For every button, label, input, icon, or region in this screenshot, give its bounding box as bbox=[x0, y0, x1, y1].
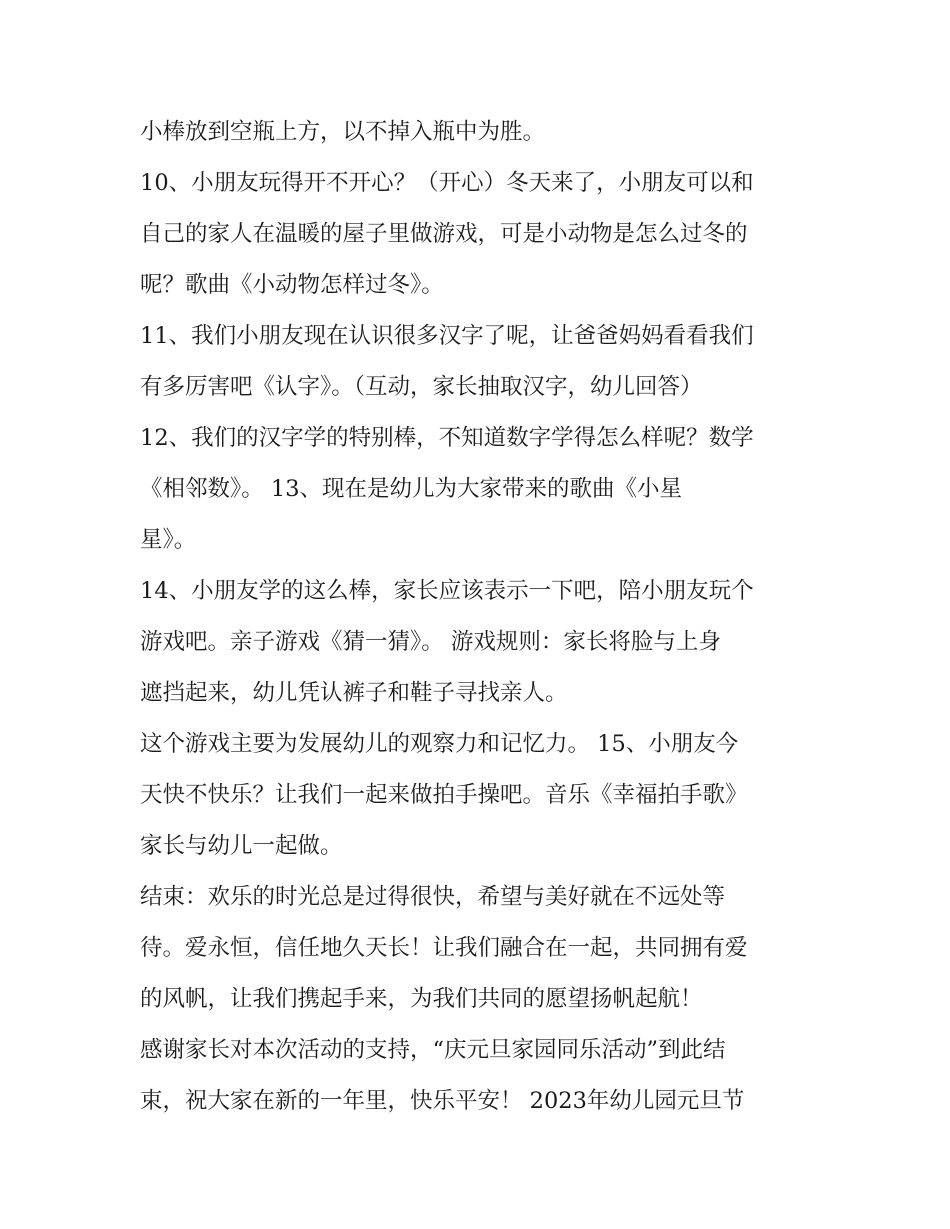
text-line: 遮挡起来，幼儿凭认裤子和鞋子寻找亲人。 bbox=[140, 680, 568, 706]
text-line: 感谢家长对本次活动的支持，“庆元旦家园同乐活动”到此结 bbox=[140, 1037, 726, 1063]
text-line: 《相邻数》。 13、现在是幼儿为大家带来的歌曲《小星 bbox=[140, 476, 683, 502]
text-line: 结束：欢乐的时光总是过得很快，希望与美好就在不远处等 bbox=[140, 884, 726, 910]
text-line: 家长与幼儿一起做。 bbox=[140, 833, 343, 859]
text-line: 这个游戏主要为发展幼儿的观察力和记忆力。 15、小朋友今 bbox=[140, 731, 739, 757]
text-line: 呢？歌曲《小动物怎样过冬》。 bbox=[140, 272, 444, 298]
text-line: 天快不快乐？让我们一起来做拍手操吧。音乐《幸福拍手歌》 bbox=[140, 782, 748, 808]
text-line: 星》。 bbox=[140, 527, 197, 553]
body-text bbox=[140, 107, 830, 1127]
text-line: 束，祝大家在新的一年里，快乐平安！ 2023年幼儿园元旦节 bbox=[140, 1088, 745, 1114]
text-line: 11、我们小朋友现在认识很多汉字了呢，让爸爸妈妈看看我们 bbox=[140, 323, 754, 349]
text-line: 游戏吧。亲子游戏《猜一猜》。 游戏规则：家长将脸与上身 bbox=[140, 629, 721, 655]
text-line: 有多厉害吧《认字》。（互动，家长抽取汉字，幼儿回答） bbox=[140, 374, 703, 400]
text-line: 14、小朋友学的这么棒，家长应该表示一下吧，陪小朋友玩个 bbox=[140, 578, 754, 604]
text-line: 待。爱永恒，信任地久天长！让我们融合在一起，共同拥有爱 bbox=[140, 935, 748, 961]
text-line: 10、小朋友玩得开不开心？（开心）冬天来了，小朋友可以和 bbox=[140, 170, 754, 196]
text-line: 12、我们的汉字学的特别棒，不知道数字学得怎么样呢？数学 bbox=[140, 425, 754, 451]
text-line: 的风帆，让我们携起手来，为我们共同的愿望扬帆起航！ bbox=[140, 986, 703, 1012]
text-line: 小棒放到空瓶上方，以不掉入瓶中为胜。 bbox=[140, 119, 546, 145]
text-line: 自己的家人在温暖的屋子里做游戏，可是小动物是怎么过冬的 bbox=[140, 221, 748, 247]
